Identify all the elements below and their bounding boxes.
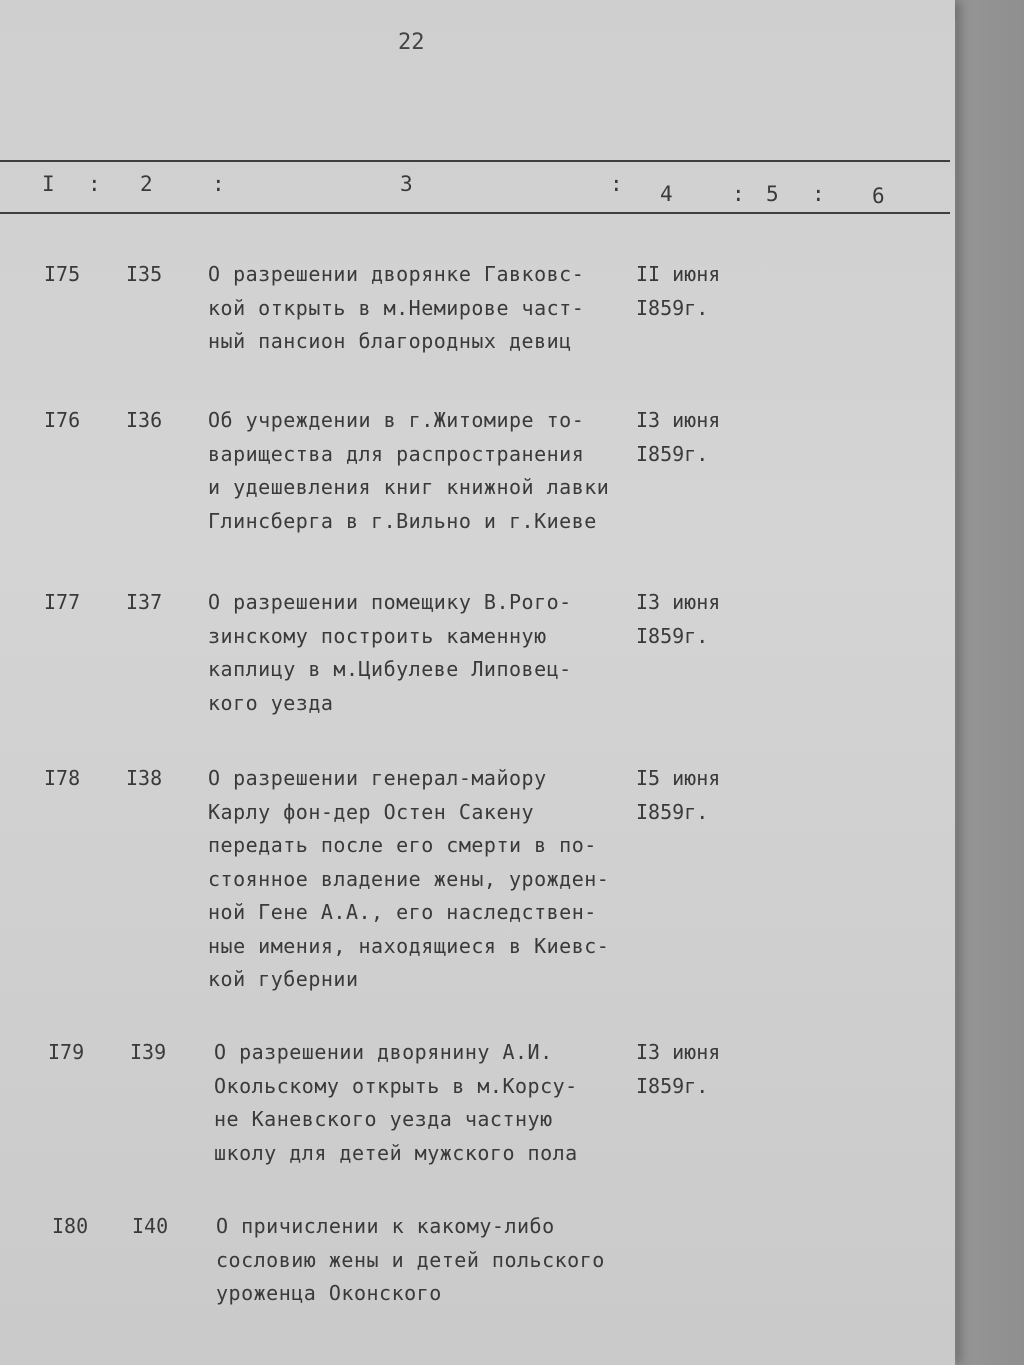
entry-sub-number: I36: [126, 408, 163, 432]
entry-date: I3 июня I859г.: [636, 590, 721, 648]
header-col-4: 4: [660, 182, 673, 206]
header-col-3: 3: [400, 172, 413, 196]
entry-number: I77: [44, 590, 81, 614]
entry-description: О разрешении помещику В.Рого- зинскому построить каменную каплицу в м.Цибулеве Липовец- кого уезда: [208, 590, 572, 715]
entry-sub-number: I35: [126, 262, 163, 286]
header-sep-1: :: [88, 172, 101, 196]
header-col-6: 6: [872, 184, 885, 208]
entry-sub-number: I40: [132, 1214, 169, 1238]
header-sep-5: :: [812, 182, 825, 206]
entry-sub-number: I38: [126, 766, 163, 790]
entry-description: О причислении к какому-либо сословию жены и детей польского уроженца Оконского: [216, 1214, 605, 1305]
entry-number: I79: [48, 1040, 85, 1064]
header-col-1: I: [42, 172, 55, 196]
page-number: 22: [398, 30, 425, 55]
header-sep-2: :: [212, 172, 225, 196]
table-header: [0, 172, 950, 206]
entry-description: О разрешении дворянину А.И. Окольскому открыть в м.Корсу- не Каневского уезда частную школу для детей мужского пола: [214, 1040, 578, 1165]
entry-number: I78: [44, 766, 81, 790]
entry-date: I3 июня I859г.: [636, 408, 721, 466]
entry-number: I76: [44, 408, 81, 432]
entry-number: I75: [44, 262, 81, 286]
table-header-top-rule: [0, 160, 950, 162]
entry-description: О разрешении дворянке Гавковс- кой открыть в м.Немирове част- ный пансион благородных девиц: [208, 262, 585, 353]
entry-sub-number: I39: [130, 1040, 167, 1064]
entry-description: О разрешении генерал-майору Карлу фон-дер Остен Сакену передать после его смерти в по- стоянное владение жены, урожден- ной Гене А.А., его наследствен- ные имения, находящиеся в Киевс- кой губернии: [208, 766, 610, 991]
table-header-bottom-rule: [0, 212, 950, 214]
entry-date: II июня I859г.: [636, 262, 721, 320]
header-sep-4: :: [732, 182, 745, 206]
header-col-2: 2: [140, 172, 153, 196]
entry-number: I80: [52, 1214, 89, 1238]
entry-description: Об учреждении в г.Житомире то- варищества для распространения и удешевления книг книжной лавки Глинсберга в г.Вильно и г.Киеве: [208, 408, 610, 533]
entry-date: I5 июня I859г.: [636, 766, 721, 824]
header-col-5: 5: [766, 182, 779, 206]
entry-sub-number: I37: [126, 590, 163, 614]
header-sep-3: :: [610, 172, 623, 196]
entry-date: I3 июня I859г.: [636, 1040, 721, 1098]
